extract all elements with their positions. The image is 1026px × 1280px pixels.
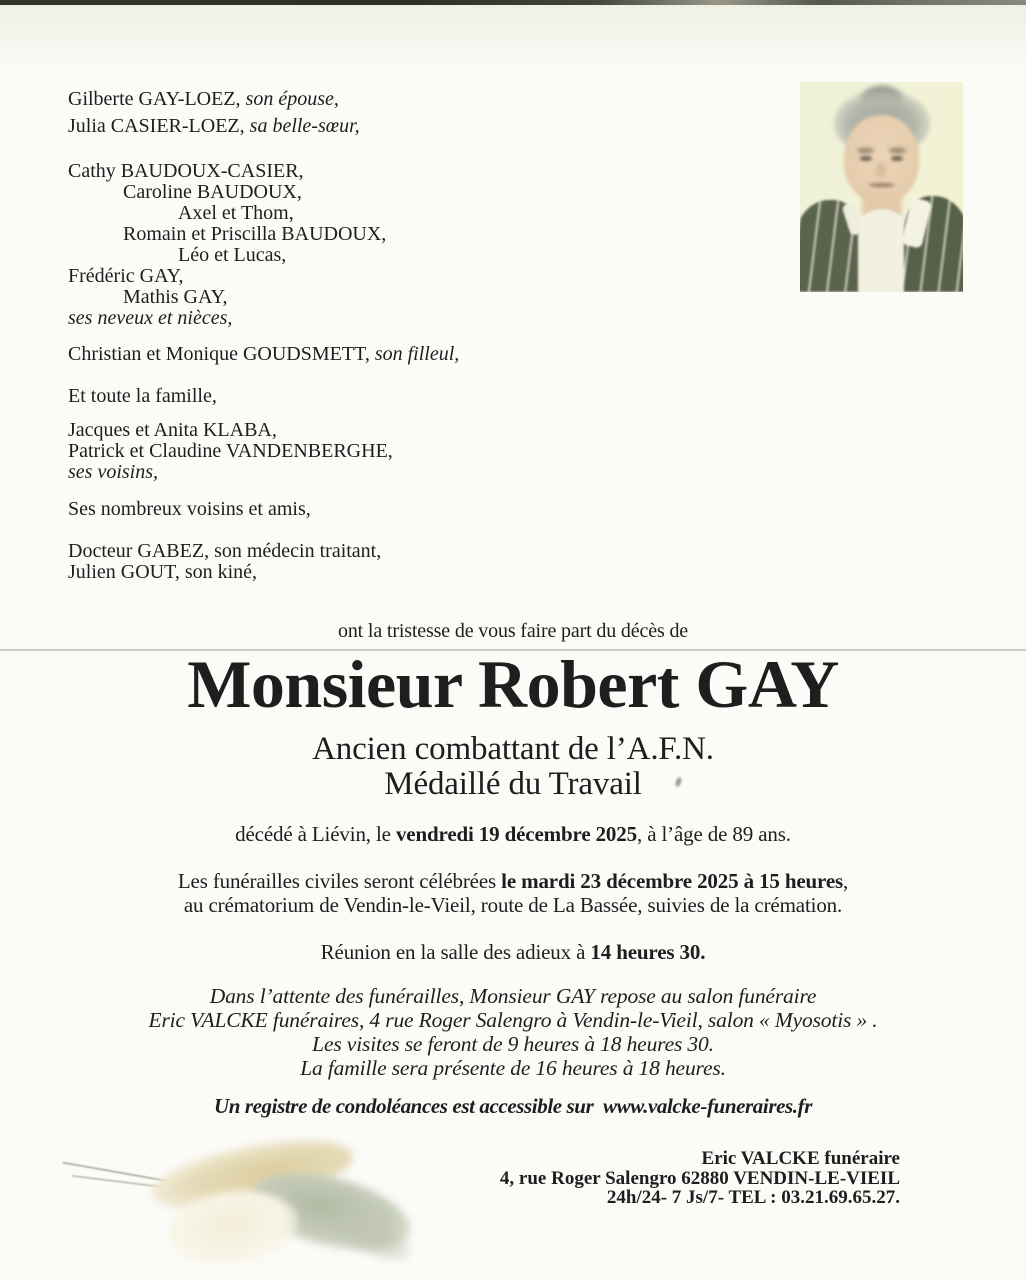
- photo-brow-left: [857, 148, 874, 153]
- text-segment: Patrick et Claudine VANDENBERGHE,: [68, 440, 393, 462]
- family-line: [68, 203, 628, 224]
- text-segment: 14 heures 30.: [590, 940, 706, 964]
- funeral-date-line: [0, 869, 1026, 894]
- announcement-line: ont la tristesse de vous faire part du décès de: [337, 620, 689, 642]
- text-segment: Cathy BAUDOUX-CASIER,: [68, 160, 304, 182]
- text-segment: le mardi 23 décembre 2025 à 15 heures: [501, 869, 844, 893]
- text-segment: sa belle-sœur,: [249, 115, 360, 137]
- text-segment: Julia CASIER-LOEZ,: [68, 115, 250, 137]
- text-segment: Docteur GABEZ, son médecin traitant,: [68, 540, 382, 562]
- family-line: [68, 266, 628, 287]
- family-line: [68, 420, 628, 441]
- photo-brow-right: [889, 148, 906, 153]
- family-line: [68, 245, 628, 266]
- text-segment: Gilberte GAY-LOEZ,: [68, 88, 246, 110]
- subtitle-veteran: Ancien combattant de l’A.F.N.: [312, 731, 714, 767]
- text-segment: son épouse,: [245, 88, 339, 110]
- text-segment: ses voisins,: [68, 461, 158, 483]
- text-segment: Julien GOUT, son kiné,: [68, 561, 258, 583]
- subtitle-medal: Médaillé du Travail: [384, 766, 642, 802]
- photo-mouth: [869, 183, 895, 187]
- family-list: [68, 89, 628, 583]
- deceased-name: Monsieur Robert GAY: [187, 646, 839, 722]
- photo-face: [844, 115, 919, 203]
- family-line: [68, 116, 628, 137]
- family-line: [68, 89, 628, 110]
- funeral-home-name: Eric VALCKE funéraire: [701, 1148, 900, 1169]
- text-segment: ses neveux et nièces,: [68, 307, 233, 329]
- text-segment: Romain et Priscilla BAUDOUX,: [123, 223, 387, 245]
- vigil-block: [0, 984, 1026, 1080]
- reunion-line: [0, 940, 1026, 965]
- family-line: [68, 562, 628, 583]
- funeral-home-address: 4, rue Roger Salengro 62880 VENDIN-LE-VIEIL: [499, 1167, 900, 1189]
- text-segment: Ses nombreux voisins et amis,: [68, 498, 311, 520]
- funeral-home-contact: [500, 1149, 900, 1208]
- text-segment: Léo et Lucas,: [178, 244, 287, 266]
- scan-tint-artifact: [0, 5, 1026, 75]
- family-line: [68, 308, 628, 329]
- funeral-home-phone: 24h/24- 7 Js/7- TEL : 03.21.69.65.27.: [606, 1187, 900, 1208]
- text-segment: Axel et Thom,: [178, 202, 294, 224]
- text-segment: vendredi 19 décembre 2025: [395, 822, 637, 846]
- photo-eye-left: [860, 156, 872, 161]
- death-details-line: [0, 822, 1026, 847]
- vigil-line: Eric VALCKE funéraires, 4 rue Roger Salengro à Vendin-le-Vieil, salon « Myosotis » .: [148, 1008, 878, 1032]
- photo-nose: [876, 162, 886, 178]
- text-segment: Et toute la famille,: [68, 385, 217, 407]
- family-line: [68, 441, 628, 462]
- family-line: [68, 224, 628, 245]
- family-line: [68, 499, 628, 520]
- family-line: [68, 541, 628, 562]
- text-segment: Christian et Monique GOUDSMETT,: [68, 343, 375, 365]
- family-line: [68, 182, 628, 203]
- text-segment: Mathis GAY,: [123, 286, 228, 308]
- condolence-register-line: Un registre de condoléances est accessible sur www.valcke-funeraires.fr: [213, 1094, 813, 1118]
- photo-eye-right: [891, 156, 903, 161]
- vigil-line: Les visites se feront de 9 heures à 18 heures 30.: [312, 1032, 714, 1056]
- text-segment: Réunion en la salle des adieux à: [320, 940, 591, 964]
- text-segment: , à l’âge de 89 ans.: [637, 822, 791, 846]
- family-line: [68, 462, 628, 483]
- portrait-photo: [800, 82, 963, 292]
- text-segment: Jacques et Anita KLABA,: [68, 419, 277, 441]
- text-segment: Les funérailles civiles seront célébrées: [177, 869, 502, 893]
- text-segment: ,: [843, 869, 849, 893]
- funeral-location-line: au crématorium de Vendin-le-Vieil, route de La Bassée, suivies de la crémation.: [183, 893, 843, 917]
- text-segment: son filleul,: [374, 343, 460, 365]
- family-line: [68, 344, 628, 365]
- text-segment: Frédéric GAY,: [68, 265, 184, 287]
- vigil-line: Dans l’attente des funérailles, Monsieur GAY repose au salon funéraire: [209, 984, 817, 1008]
- family-line: [68, 287, 628, 308]
- text-segment: décédé à Liévin, le: [235, 822, 396, 846]
- family-line: [68, 161, 628, 182]
- vigil-line: La famille sera présente de 16 heures à 18 heures.: [300, 1056, 726, 1080]
- text-segment: Caroline BAUDOUX,: [123, 181, 302, 203]
- family-line: [68, 386, 628, 407]
